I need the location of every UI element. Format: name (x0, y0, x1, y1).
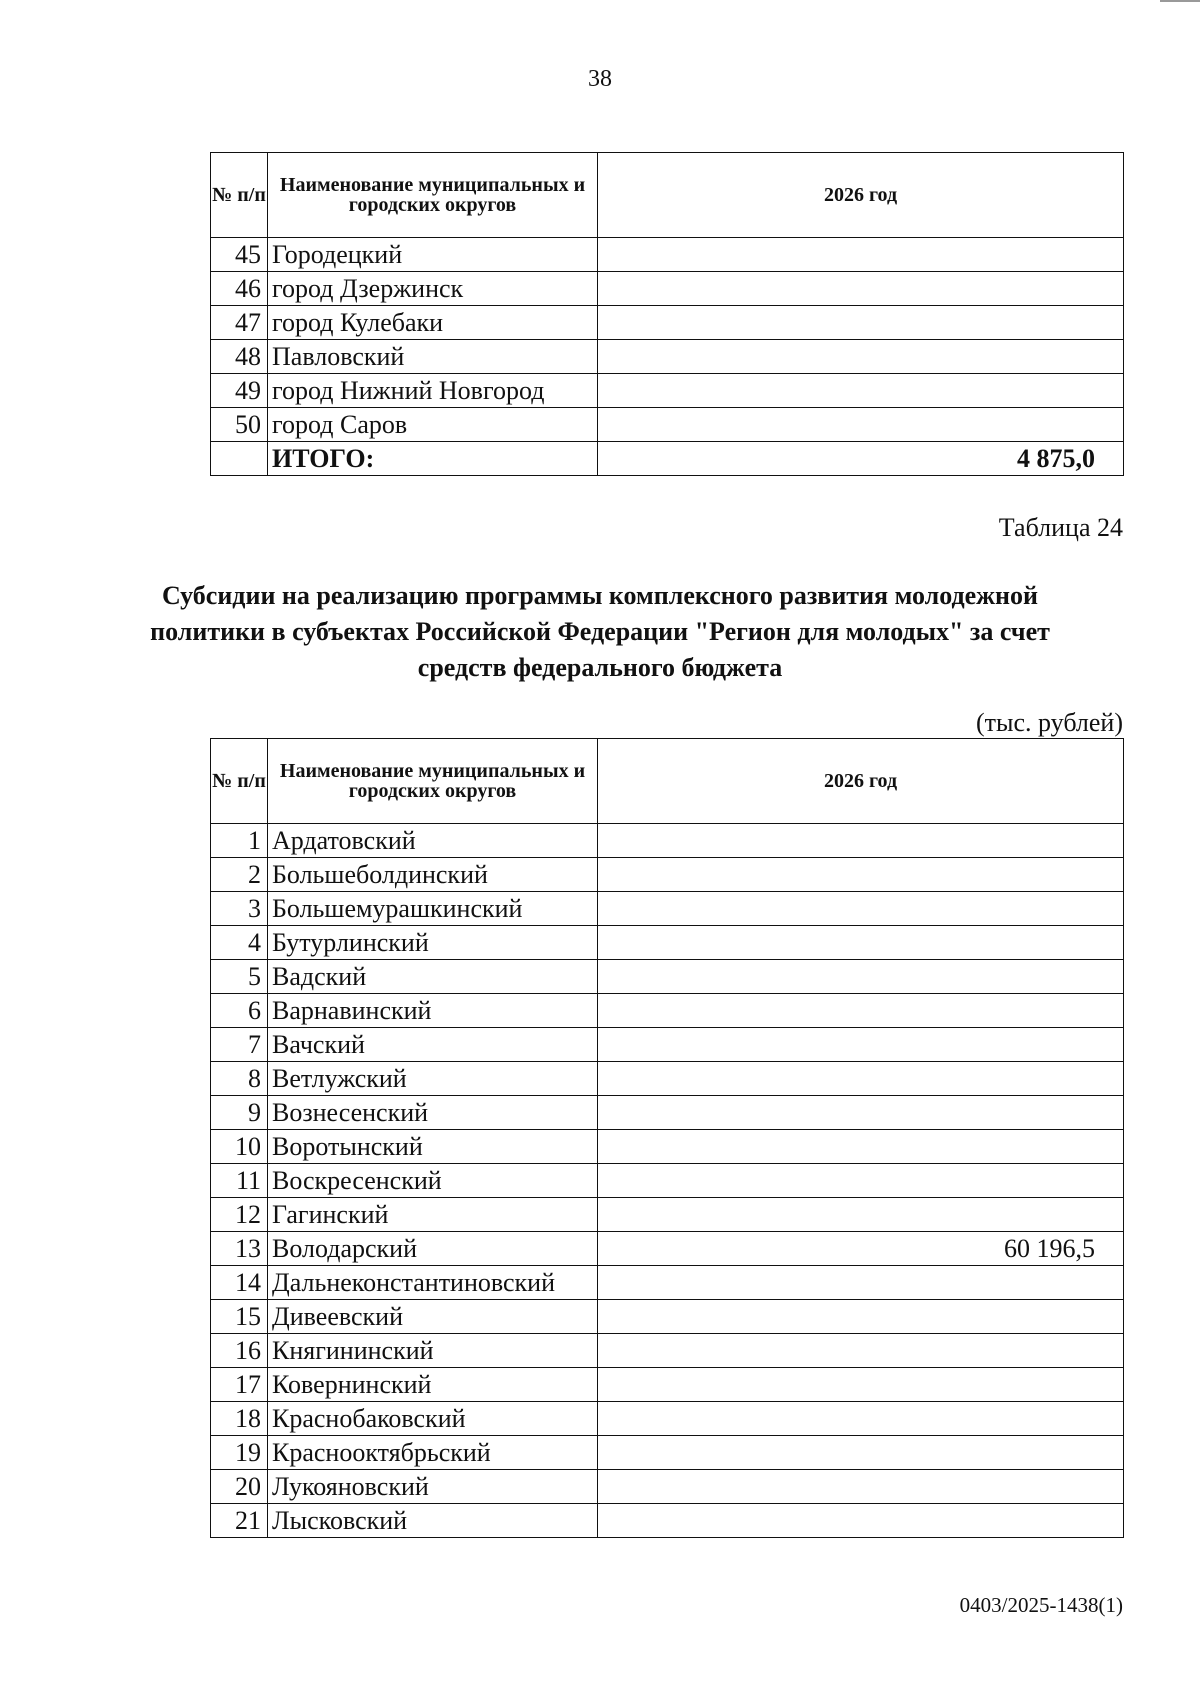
table-row (211, 1198, 1124, 1232)
header-name: Наименование муниципальных и городских округов (268, 739, 598, 824)
row-value (598, 1368, 1124, 1402)
table-row (211, 960, 1124, 994)
table-row (211, 272, 1124, 306)
row-value (598, 1028, 1124, 1062)
row-name: Лысковский (268, 1504, 598, 1538)
table-row (211, 1096, 1124, 1130)
row-value (598, 238, 1124, 272)
total-value: 4 875,0 (598, 442, 1124, 476)
table-row (211, 994, 1124, 1028)
table-row (211, 408, 1124, 442)
table-title: Субсидии на реализацию программы комплексного развития молодежной политики в субъектах Российской Федерации "Регион для молодых" за счет средств федерального бюджета (150, 581, 1050, 682)
row-number: 45 (211, 238, 268, 272)
table-row (211, 1164, 1124, 1198)
row-number: 9 (211, 1096, 268, 1130)
total-row (211, 442, 1124, 476)
row-number: 12 (211, 1198, 268, 1232)
table-continued (210, 152, 1124, 476)
row-value (598, 824, 1124, 858)
row-value (598, 1198, 1124, 1232)
page-number: 38 (588, 66, 612, 92)
row-value (598, 1470, 1124, 1504)
table-row (211, 340, 1124, 374)
header-year: 2026 год (598, 739, 1124, 824)
table-row (211, 1232, 1124, 1266)
header-year: 2026 год (598, 153, 1124, 238)
total-label: ИТОГО: (268, 442, 598, 476)
table-24 (210, 738, 1124, 1538)
row-name: Ардатовский (268, 824, 598, 858)
row-number: 20 (211, 1470, 268, 1504)
row-number: 16 (211, 1334, 268, 1368)
row-value (598, 858, 1124, 892)
row-number: 48 (211, 340, 268, 374)
row-name: Воротынский (268, 1130, 598, 1164)
table-row (211, 1130, 1124, 1164)
row-number: 46 (211, 272, 268, 306)
table-row (211, 1334, 1124, 1368)
row-number: 3 (211, 892, 268, 926)
table-row (211, 374, 1124, 408)
row-value (598, 994, 1124, 1028)
row-number: 6 (211, 994, 268, 1028)
row-number: 17 (211, 1368, 268, 1402)
row-name: Дальнеконстантиновский (268, 1266, 598, 1300)
table-row (211, 1300, 1124, 1334)
row-name: город Дзержинск (268, 272, 598, 306)
row-name: Дивеевский (268, 1300, 598, 1334)
row-value (598, 1062, 1124, 1096)
row-value (598, 374, 1124, 408)
row-value: 60 196,5 (598, 1232, 1124, 1266)
row-number: 49 (211, 374, 268, 408)
scan-corner-mark (1160, 0, 1200, 6)
row-name: Вознесенский (268, 1096, 598, 1130)
table-caption: Таблица 24 (998, 513, 1123, 542)
row-value (598, 960, 1124, 994)
header-number: № п/п (211, 153, 268, 238)
row-value (598, 1300, 1124, 1334)
total-empty-cell (211, 442, 268, 476)
row-number: 19 (211, 1436, 268, 1470)
row-number: 2 (211, 858, 268, 892)
row-name: Воскресенский (268, 1164, 598, 1198)
table-row (211, 306, 1124, 340)
table-row (211, 1436, 1124, 1470)
table-row (211, 926, 1124, 960)
row-value (598, 306, 1124, 340)
table-header-row (211, 153, 1124, 238)
table-row (211, 1504, 1124, 1538)
row-value (598, 926, 1124, 960)
table-row (211, 1062, 1124, 1096)
row-name: Бутурлинский (268, 926, 598, 960)
table-row (211, 892, 1124, 926)
row-name: Вачский (268, 1028, 598, 1062)
row-number: 13 (211, 1232, 268, 1266)
table-header-row (211, 739, 1124, 824)
row-name: город Нижний Новгород (268, 374, 598, 408)
row-value (598, 1130, 1124, 1164)
row-name: Краснобаковский (268, 1402, 598, 1436)
row-name: город Кулебаки (268, 306, 598, 340)
row-name: Городецкий (268, 238, 598, 272)
row-number: 50 (211, 408, 268, 442)
row-name: Ветлужский (268, 1062, 598, 1096)
table-row (211, 1402, 1124, 1436)
row-value (598, 1334, 1124, 1368)
row-number: 14 (211, 1266, 268, 1300)
table-row (211, 1470, 1124, 1504)
row-value (598, 1164, 1124, 1198)
document-code: 0403/2025-1438(1) (959, 1593, 1123, 1617)
row-value (598, 1266, 1124, 1300)
row-name: Павловский (268, 340, 598, 374)
row-value (598, 1504, 1124, 1538)
row-number: 7 (211, 1028, 268, 1062)
row-name: Большемурашкинский (268, 892, 598, 926)
row-name: город Саров (268, 408, 598, 442)
row-value (598, 1096, 1124, 1130)
row-value (598, 340, 1124, 374)
row-value (598, 272, 1124, 306)
row-value (598, 892, 1124, 926)
header-number: № п/п (211, 739, 268, 824)
row-name: Вадский (268, 960, 598, 994)
row-number: 1 (211, 824, 268, 858)
row-name: Володарский (268, 1232, 598, 1266)
row-value (598, 408, 1124, 442)
row-number: 15 (211, 1300, 268, 1334)
row-name: Ковернинский (268, 1368, 598, 1402)
table-row (211, 238, 1124, 272)
row-value (598, 1436, 1124, 1470)
row-name: Большеболдинский (268, 858, 598, 892)
table-row (211, 1028, 1124, 1062)
row-number: 5 (211, 960, 268, 994)
row-number: 8 (211, 1062, 268, 1096)
row-value (598, 1402, 1124, 1436)
units-label: (тыс. рублей) (975, 708, 1123, 737)
row-name: Княгининский (268, 1334, 598, 1368)
row-number: 47 (211, 306, 268, 340)
row-name: Варнавинский (268, 994, 598, 1028)
table-row (211, 1368, 1124, 1402)
header-name: Наименование муниципальных и городских округов (268, 153, 598, 238)
row-number: 21 (211, 1504, 268, 1538)
table-row (211, 1266, 1124, 1300)
row-number: 11 (211, 1164, 268, 1198)
table-row (211, 858, 1124, 892)
row-name: Краснооктябрьский (268, 1436, 598, 1470)
row-number: 18 (211, 1402, 268, 1436)
row-number: 4 (211, 926, 268, 960)
row-name: Гагинский (268, 1198, 598, 1232)
table-row (211, 824, 1124, 858)
row-name: Лукояновский (268, 1470, 598, 1504)
row-number: 10 (211, 1130, 268, 1164)
